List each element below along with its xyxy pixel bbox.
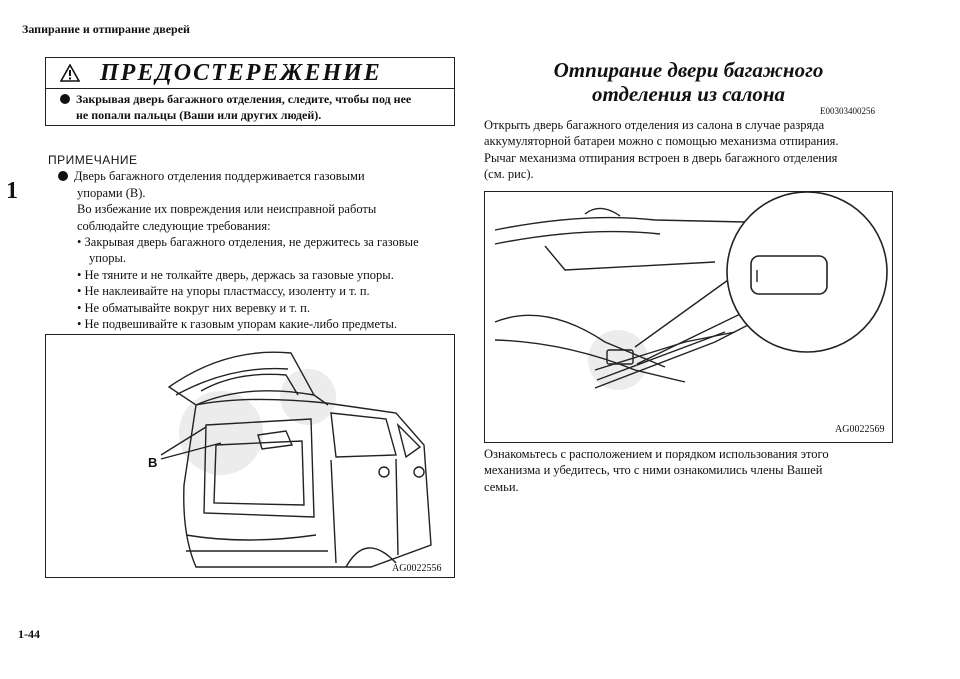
- warning-header: [46, 58, 454, 89]
- note-line: Дверь багажного отделения поддерживается газовыми: [74, 169, 365, 184]
- page-header: Запирание и отпирание дверей: [22, 22, 190, 36]
- paragraph-line: Ознакомьтесь с расположением и порядком использования этого: [484, 447, 829, 461]
- note-item: Не обматывайте вокруг них веревку и т. п.: [84, 300, 310, 315]
- section-title: [486, 58, 891, 106]
- figure-tailgate-gas-struts: [45, 334, 455, 578]
- note-block: ПРИМЕЧАНИЕ Дверь багажного отделения поддерживается газовыми упорами (B). Во избежание их повреждения или неисправной работы соблюдайте следующие требования: • Закрывая дверь багажного отделения, не держитесь за газовые упоры. • Не тяните и не толкайте дверь, держась за газовые упоры. • Не наклеивайте на упоры пластмассу, изоленту и т. п. • Не обматывайте вокруг них веревку и т. п. • Не подвешивайте к газовым упорам какие-либо предметы.: [48, 152, 458, 332]
- section-code: E00303400256: [820, 106, 875, 116]
- note-item: Не наклеивайте на упоры пластмассу, изоленту и т. п.: [84, 284, 370, 299]
- warning-text: [60, 91, 445, 123]
- warning-line: не попали пальцы (Ваши или других людей).: [76, 108, 322, 122]
- note-label: ПРИМЕЧАНИЕ: [48, 153, 138, 167]
- section-paragraph: [484, 117, 894, 183]
- bullet-icon: [60, 94, 70, 104]
- warning-triangle-icon: [60, 64, 80, 82]
- label-b: B: [148, 455, 158, 470]
- note-item: Не тяните и не толкайте дверь, держась за газовые упоры.: [84, 267, 394, 282]
- note-item-cont: упоры.: [89, 251, 126, 266]
- car-rear-illustration: [46, 335, 454, 577]
- warning-box: [45, 57, 455, 126]
- bullet-icon: [58, 171, 68, 181]
- warning-line: Закрывая дверь багажного отделения, следите, чтобы под нее: [76, 92, 412, 106]
- figure-code: AG0022556: [392, 563, 442, 574]
- paragraph-line: семьи.: [484, 479, 519, 494]
- figure-code: AG0022569: [835, 424, 885, 435]
- chapter-number: 1: [6, 178, 18, 204]
- note-line: соблюдайте следующие требования:: [77, 218, 271, 233]
- figure-release-lever: [484, 191, 893, 443]
- section-paragraph-2: [484, 446, 894, 495]
- paragraph-line: Рычаг механизма отпирания встроен в дверь багажного отделения: [484, 150, 838, 165]
- note-line: упорами (B).: [77, 185, 146, 200]
- warning-title: ПРЕДОСТЕРЕЖЕНИЕ: [100, 60, 382, 86]
- tailgate-lever-illustration: [485, 192, 892, 442]
- note-line: Во избежание их повреждения или неисправной работы: [77, 202, 377, 217]
- page-number: 1-44: [18, 627, 40, 641]
- section-title-line: отделения из салона: [591, 82, 786, 106]
- section-title-line: Отпирание двери багажного: [553, 58, 824, 82]
- paragraph-line: (см. рис).: [484, 167, 534, 182]
- paragraph-line: механизма и убедитесь, что с ними ознакомились члены Вашей: [484, 463, 823, 478]
- note-item: Не подвешивайте к газовым упорам какие-либо предметы.: [84, 317, 397, 332]
- paragraph-line: Открыть дверь багажного отделения из салона в случае разряда: [484, 118, 825, 132]
- note-item: Закрывая дверь багажного отделения, не держитесь за газовые: [84, 235, 419, 250]
- paragraph-line: аккумуляторной батареи можно с помощью механизма отпирания.: [484, 134, 839, 149]
